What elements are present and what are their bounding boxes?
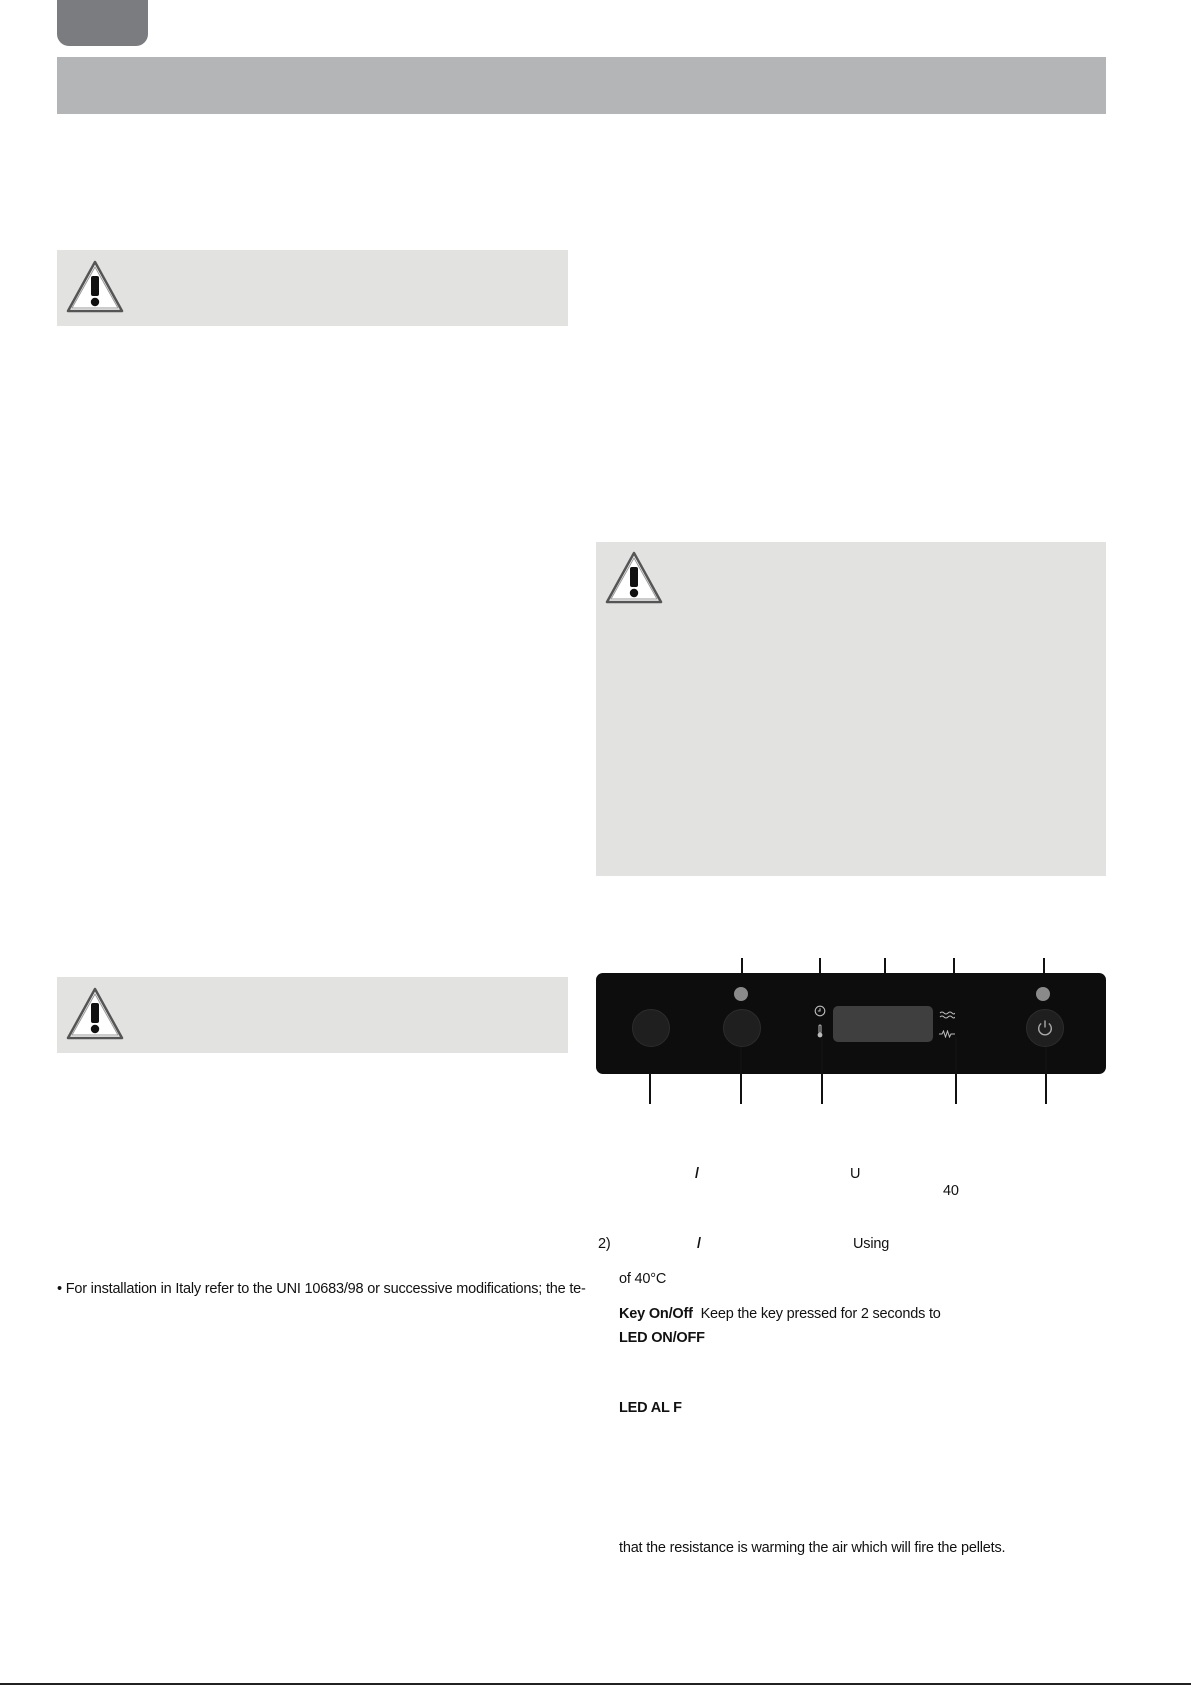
item2-continuation: of 40°C [619,1271,667,1287]
resistance-icon [939,1030,955,1038]
installation-note: • For installation in Italy refer to the UNI 10683/98 or successive modifications; the te- [57,1281,586,1297]
warning-box-3 [596,542,1106,876]
warning-triangle-icon [65,986,125,1042]
led-alf-label: LED AL F [619,1400,682,1416]
panel-display [833,1006,933,1042]
item2-number: 2) [598,1236,611,1252]
callout-line [821,1037,823,1104]
callout-line [649,1073,651,1104]
line1-value: 40 [943,1183,959,1199]
panel-button-1[interactable] [632,1009,670,1047]
line1-slash: / [695,1166,699,1182]
fan-wave-icon [939,1011,955,1019]
section-header-band [57,57,1106,114]
resistance-text: that the resistance is warming the air which will fire the pellets. [619,1540,1006,1556]
thermometer-icon [816,1024,824,1038]
callout-line [1045,1047,1047,1104]
line1-word: U [850,1166,861,1182]
key-onoff-label: Key On/Off [619,1306,693,1322]
warning-box-2 [57,977,568,1053]
clock-icon [814,1005,826,1017]
warning-triangle-icon [65,259,125,315]
callout-line [955,1037,957,1104]
warning-triangle-icon [604,550,664,606]
warning-box-1 [57,250,568,326]
key-onoff-text: Keep the key pressed for 2 seconds to [700,1306,941,1322]
item2-slash: / [697,1236,701,1252]
power-icon [1035,1018,1055,1038]
status-led [1036,987,1050,1001]
status-led [734,987,748,1001]
power-button[interactable] [1026,1009,1064,1047]
panel-button-2[interactable] [723,1009,761,1047]
callout-line [740,1047,742,1104]
item2-word: Using [853,1236,890,1252]
page-tab [57,0,148,46]
led-onoff-label: LED ON/OFF [619,1330,705,1346]
key-onoff-line [619,1306,941,1323]
